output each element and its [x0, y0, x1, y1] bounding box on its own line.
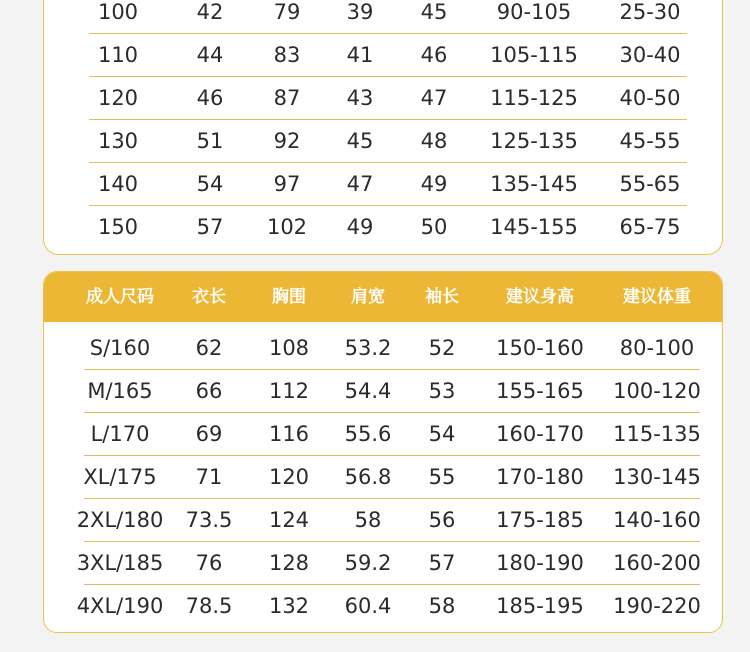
header-size: 成人尺码 — [86, 287, 154, 307]
cell-chest: 87 — [273, 86, 301, 110]
cell-height: 185-195 — [496, 594, 584, 618]
cell-sleeve: 45 — [420, 0, 448, 24]
cell-shoulder: 53.2 — [344, 336, 392, 360]
table-row — [44, 586, 722, 626]
row-divider — [84, 584, 700, 585]
cell-height: 170-180 — [496, 465, 584, 489]
cell-chest: 120 — [268, 465, 310, 489]
cell-length: 76 — [195, 551, 223, 575]
header-weight: 建议体重 — [623, 287, 691, 307]
cell-weight: 25-30 — [619, 0, 681, 24]
cell-size: S/160 — [89, 336, 151, 360]
cell-length: 51 — [196, 129, 224, 153]
row-divider — [89, 205, 687, 206]
cell-weight: 130-145 — [613, 465, 701, 489]
kids-size-table — [43, 0, 723, 255]
cell-shoulder: 49 — [346, 215, 374, 239]
table-row — [44, 78, 722, 118]
row-divider — [89, 162, 687, 163]
cell-sleeve: 56 — [428, 508, 456, 532]
cell-weight: 140-160 — [613, 508, 701, 532]
cell-weight: 190-220 — [613, 594, 701, 618]
cell-weight: 100-120 — [613, 379, 701, 403]
cell-size: 100 — [97, 0, 139, 24]
cell-sleeve: 49 — [420, 172, 448, 196]
cell-height: 90-105 — [496, 0, 572, 24]
cell-size: 110 — [97, 43, 139, 67]
cell-size: 120 — [97, 86, 139, 110]
cell-weight: 55-65 — [619, 172, 681, 196]
cell-height: 105-115 — [490, 43, 578, 67]
cell-sleeve: 48 — [420, 129, 448, 153]
cell-weight: 160-200 — [613, 551, 701, 575]
cell-chest: 132 — [268, 594, 310, 618]
cell-shoulder: 39 — [346, 0, 374, 24]
cell-height: 135-145 — [490, 172, 578, 196]
table-row — [44, 414, 722, 454]
row-divider — [89, 76, 687, 77]
cell-sleeve: 47 — [420, 86, 448, 110]
cell-weight: 40-50 — [619, 86, 681, 110]
cell-chest: 92 — [273, 129, 301, 153]
cell-length: 46 — [196, 86, 224, 110]
cell-shoulder: 58 — [354, 508, 382, 532]
cell-length: 44 — [196, 43, 224, 67]
cell-shoulder: 45 — [346, 129, 374, 153]
table-row — [44, 207, 722, 247]
table-row — [44, 35, 722, 75]
header-shoulder: 肩宽 — [351, 287, 385, 307]
cell-shoulder: 47 — [346, 172, 374, 196]
row-divider — [84, 369, 700, 370]
cell-shoulder: 56.8 — [344, 465, 392, 489]
cell-length: 66 — [195, 379, 223, 403]
table-row — [44, 0, 722, 32]
header-sleeve: 袖长 — [425, 287, 459, 307]
row-divider — [89, 33, 687, 34]
cell-size: 140 — [97, 172, 139, 196]
cell-chest: 124 — [268, 508, 310, 532]
cell-height: 150-160 — [496, 336, 584, 360]
cell-chest: 102 — [266, 215, 308, 239]
cell-sleeve: 58 — [428, 594, 456, 618]
cell-weight: 115-135 — [613, 422, 701, 446]
cell-sleeve: 50 — [420, 215, 448, 239]
cell-length: 69 — [195, 422, 223, 446]
row-divider — [84, 541, 700, 542]
cell-size: 4XL/190 — [76, 594, 164, 618]
row-divider — [84, 498, 700, 499]
cell-shoulder: 43 — [346, 86, 374, 110]
cell-shoulder: 59.2 — [344, 551, 392, 575]
table-row — [44, 328, 722, 368]
cell-sleeve: 54 — [428, 422, 456, 446]
cell-shoulder: 41 — [346, 43, 374, 67]
header-height: 建议身高 — [506, 287, 574, 307]
table-row — [44, 543, 722, 583]
cell-size: 3XL/185 — [76, 551, 164, 575]
cell-chest: 108 — [268, 336, 310, 360]
cell-sleeve: 53 — [428, 379, 456, 403]
cell-size: 150 — [97, 215, 139, 239]
table-row — [44, 500, 722, 540]
cell-length: 54 — [196, 172, 224, 196]
cell-weight: 65-75 — [619, 215, 681, 239]
cell-length: 42 — [196, 0, 224, 24]
row-divider — [89, 119, 687, 120]
cell-height: 175-185 — [496, 508, 584, 532]
cell-length: 62 — [195, 336, 223, 360]
cell-sleeve: 52 — [428, 336, 456, 360]
cell-chest: 116 — [268, 422, 310, 446]
cell-size: L/170 — [90, 422, 150, 446]
header-chest: 胸围 — [272, 287, 306, 307]
cell-height: 115-125 — [490, 86, 578, 110]
header-length: 衣长 — [192, 287, 226, 307]
cell-chest: 83 — [273, 43, 301, 67]
cell-sleeve: 57 — [428, 551, 456, 575]
adult-size-table — [43, 271, 723, 633]
cell-length: 71 — [195, 465, 223, 489]
cell-chest: 128 — [268, 551, 310, 575]
cell-height: 125-135 — [490, 129, 578, 153]
cell-height: 160-170 — [496, 422, 584, 446]
adult-table-header — [44, 272, 722, 322]
cell-height: 145-155 — [490, 215, 578, 239]
cell-length: 78.5 — [185, 594, 233, 618]
cell-length: 57 — [196, 215, 224, 239]
table-row — [44, 121, 722, 161]
cell-chest: 112 — [268, 379, 310, 403]
cell-shoulder: 54.4 — [344, 379, 392, 403]
cell-shoulder: 55.6 — [344, 422, 392, 446]
cell-shoulder: 60.4 — [344, 594, 392, 618]
row-divider — [84, 412, 700, 413]
cell-size: 2XL/180 — [76, 508, 164, 532]
table-row — [44, 164, 722, 204]
cell-chest: 97 — [273, 172, 301, 196]
cell-chest: 79 — [273, 0, 301, 24]
cell-size: XL/175 — [83, 465, 157, 489]
table-row — [44, 457, 722, 497]
cell-length: 73.5 — [185, 508, 233, 532]
cell-sleeve: 55 — [428, 465, 456, 489]
table-row — [44, 371, 722, 411]
row-divider — [84, 455, 700, 456]
cell-size: 130 — [97, 129, 139, 153]
cell-height: 155-165 — [496, 379, 584, 403]
cell-weight: 30-40 — [619, 43, 681, 67]
cell-sleeve: 46 — [420, 43, 448, 67]
cell-weight: 45-55 — [619, 129, 681, 153]
cell-size: M/165 — [87, 379, 153, 403]
cell-weight: 80-100 — [619, 336, 695, 360]
cell-height: 180-190 — [496, 551, 584, 575]
